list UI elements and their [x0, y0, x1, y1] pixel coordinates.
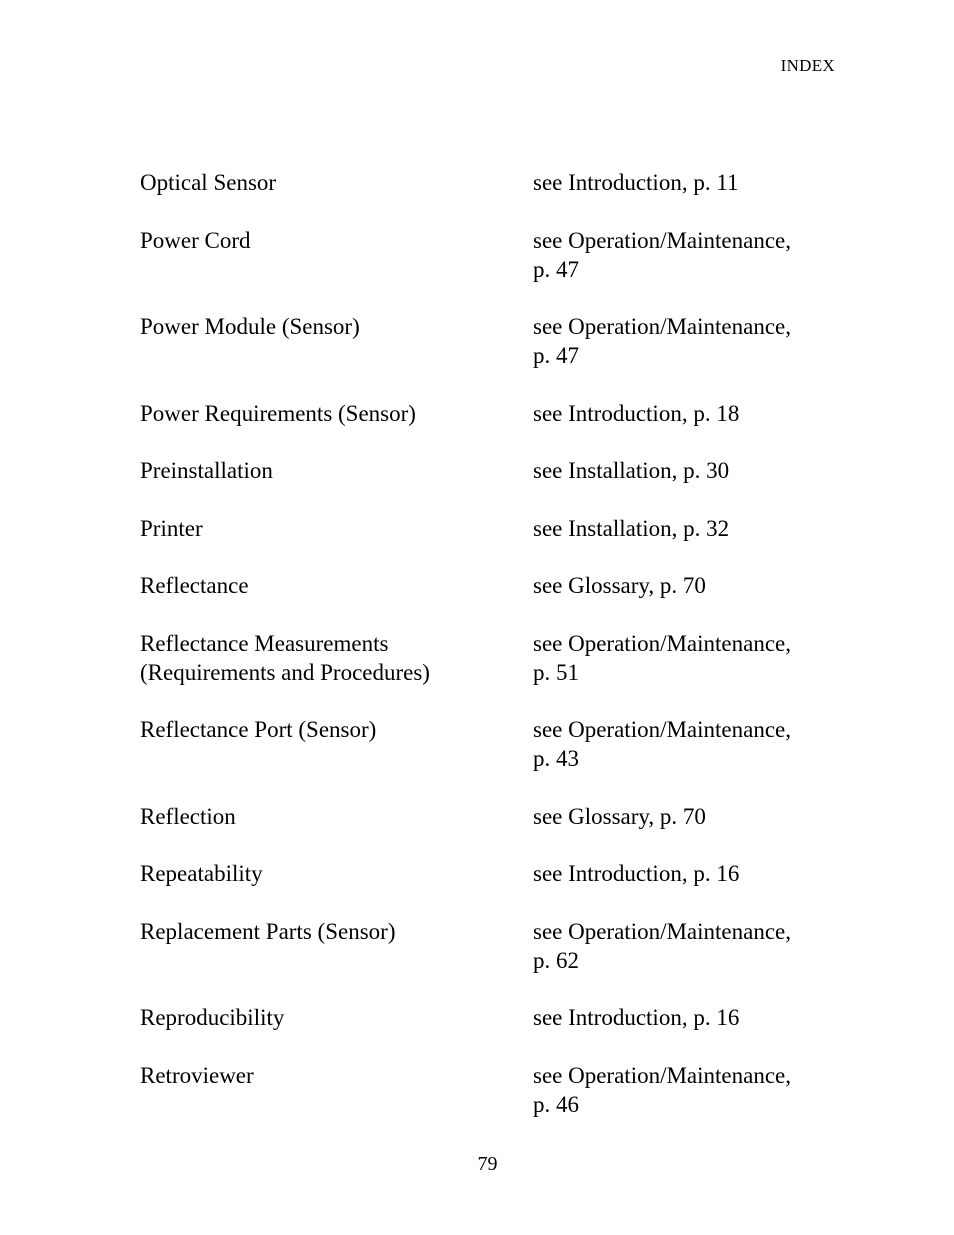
index-entry: [140, 1003, 840, 1032]
index-entry: [140, 514, 840, 543]
index-term: Reflectance Port (Sensor): [140, 717, 377, 742]
index-reference: see Operation/Maintenance, p. 62: [533, 918, 791, 973]
index-term: Reflectance: [140, 573, 249, 598]
index-term: Optical Sensor: [140, 170, 277, 195]
index-reference: see Operation/Maintenance, p. 46: [533, 1062, 791, 1117]
index-term: Reproducibility: [140, 1005, 285, 1030]
page-number: 79: [477, 1153, 498, 1175]
index-reference: see Introduction, p. 11: [533, 170, 739, 195]
index-reference: see Operation/Maintenance, p. 47: [533, 227, 791, 282]
index-entry: [140, 226, 840, 284]
index-entry: [140, 312, 840, 370]
index-reference: see Introduction, p. 18: [533, 400, 740, 426]
index-reference: see Glossary, p. 70: [533, 573, 706, 598]
index-reference: see Operation/Maintenance, p. 47: [533, 314, 791, 368]
index-reference: see Glossary, p. 70: [533, 803, 706, 829]
index-entry: [140, 629, 840, 687]
index-reference: see Introduction, p. 16: [533, 1005, 740, 1030]
index-entry: [140, 715, 840, 773]
running-header: INDEX: [780, 56, 835, 75]
index-term: Power Cord: [140, 227, 251, 253]
index-entry: [140, 802, 840, 831]
index-term: Repeatability: [140, 861, 263, 886]
index-term: Power Requirements (Sensor): [140, 400, 416, 426]
index-term: Retroviewer: [140, 1062, 254, 1088]
index-reference: see Installation, p. 32: [533, 515, 730, 541]
index-term: Reflectance Measurements (Requirements and Procedures): [140, 630, 430, 685]
index-entry: [140, 399, 840, 428]
index-list: [140, 168, 840, 1147]
index-entry: [140, 571, 840, 600]
index-reference: see Introduction, p. 16: [533, 861, 740, 886]
index-entry: [140, 859, 840, 888]
index-entry: [140, 917, 840, 975]
index-term: Replacement Parts (Sensor): [140, 918, 396, 944]
index-entry: [140, 456, 840, 485]
index-term: Printer: [140, 515, 203, 541]
index-reference: see Operation/Maintenance, p. 43: [533, 717, 791, 771]
index-term: Reflection: [140, 803, 236, 829]
index-entry: [140, 1061, 840, 1119]
index-reference: see Operation/Maintenance, p. 51: [533, 630, 791, 685]
index-term: Preinstallation: [140, 458, 273, 483]
index-term: Power Module (Sensor): [140, 314, 360, 339]
index-reference: see Installation, p. 30: [533, 458, 730, 483]
index-entry: [140, 168, 840, 197]
